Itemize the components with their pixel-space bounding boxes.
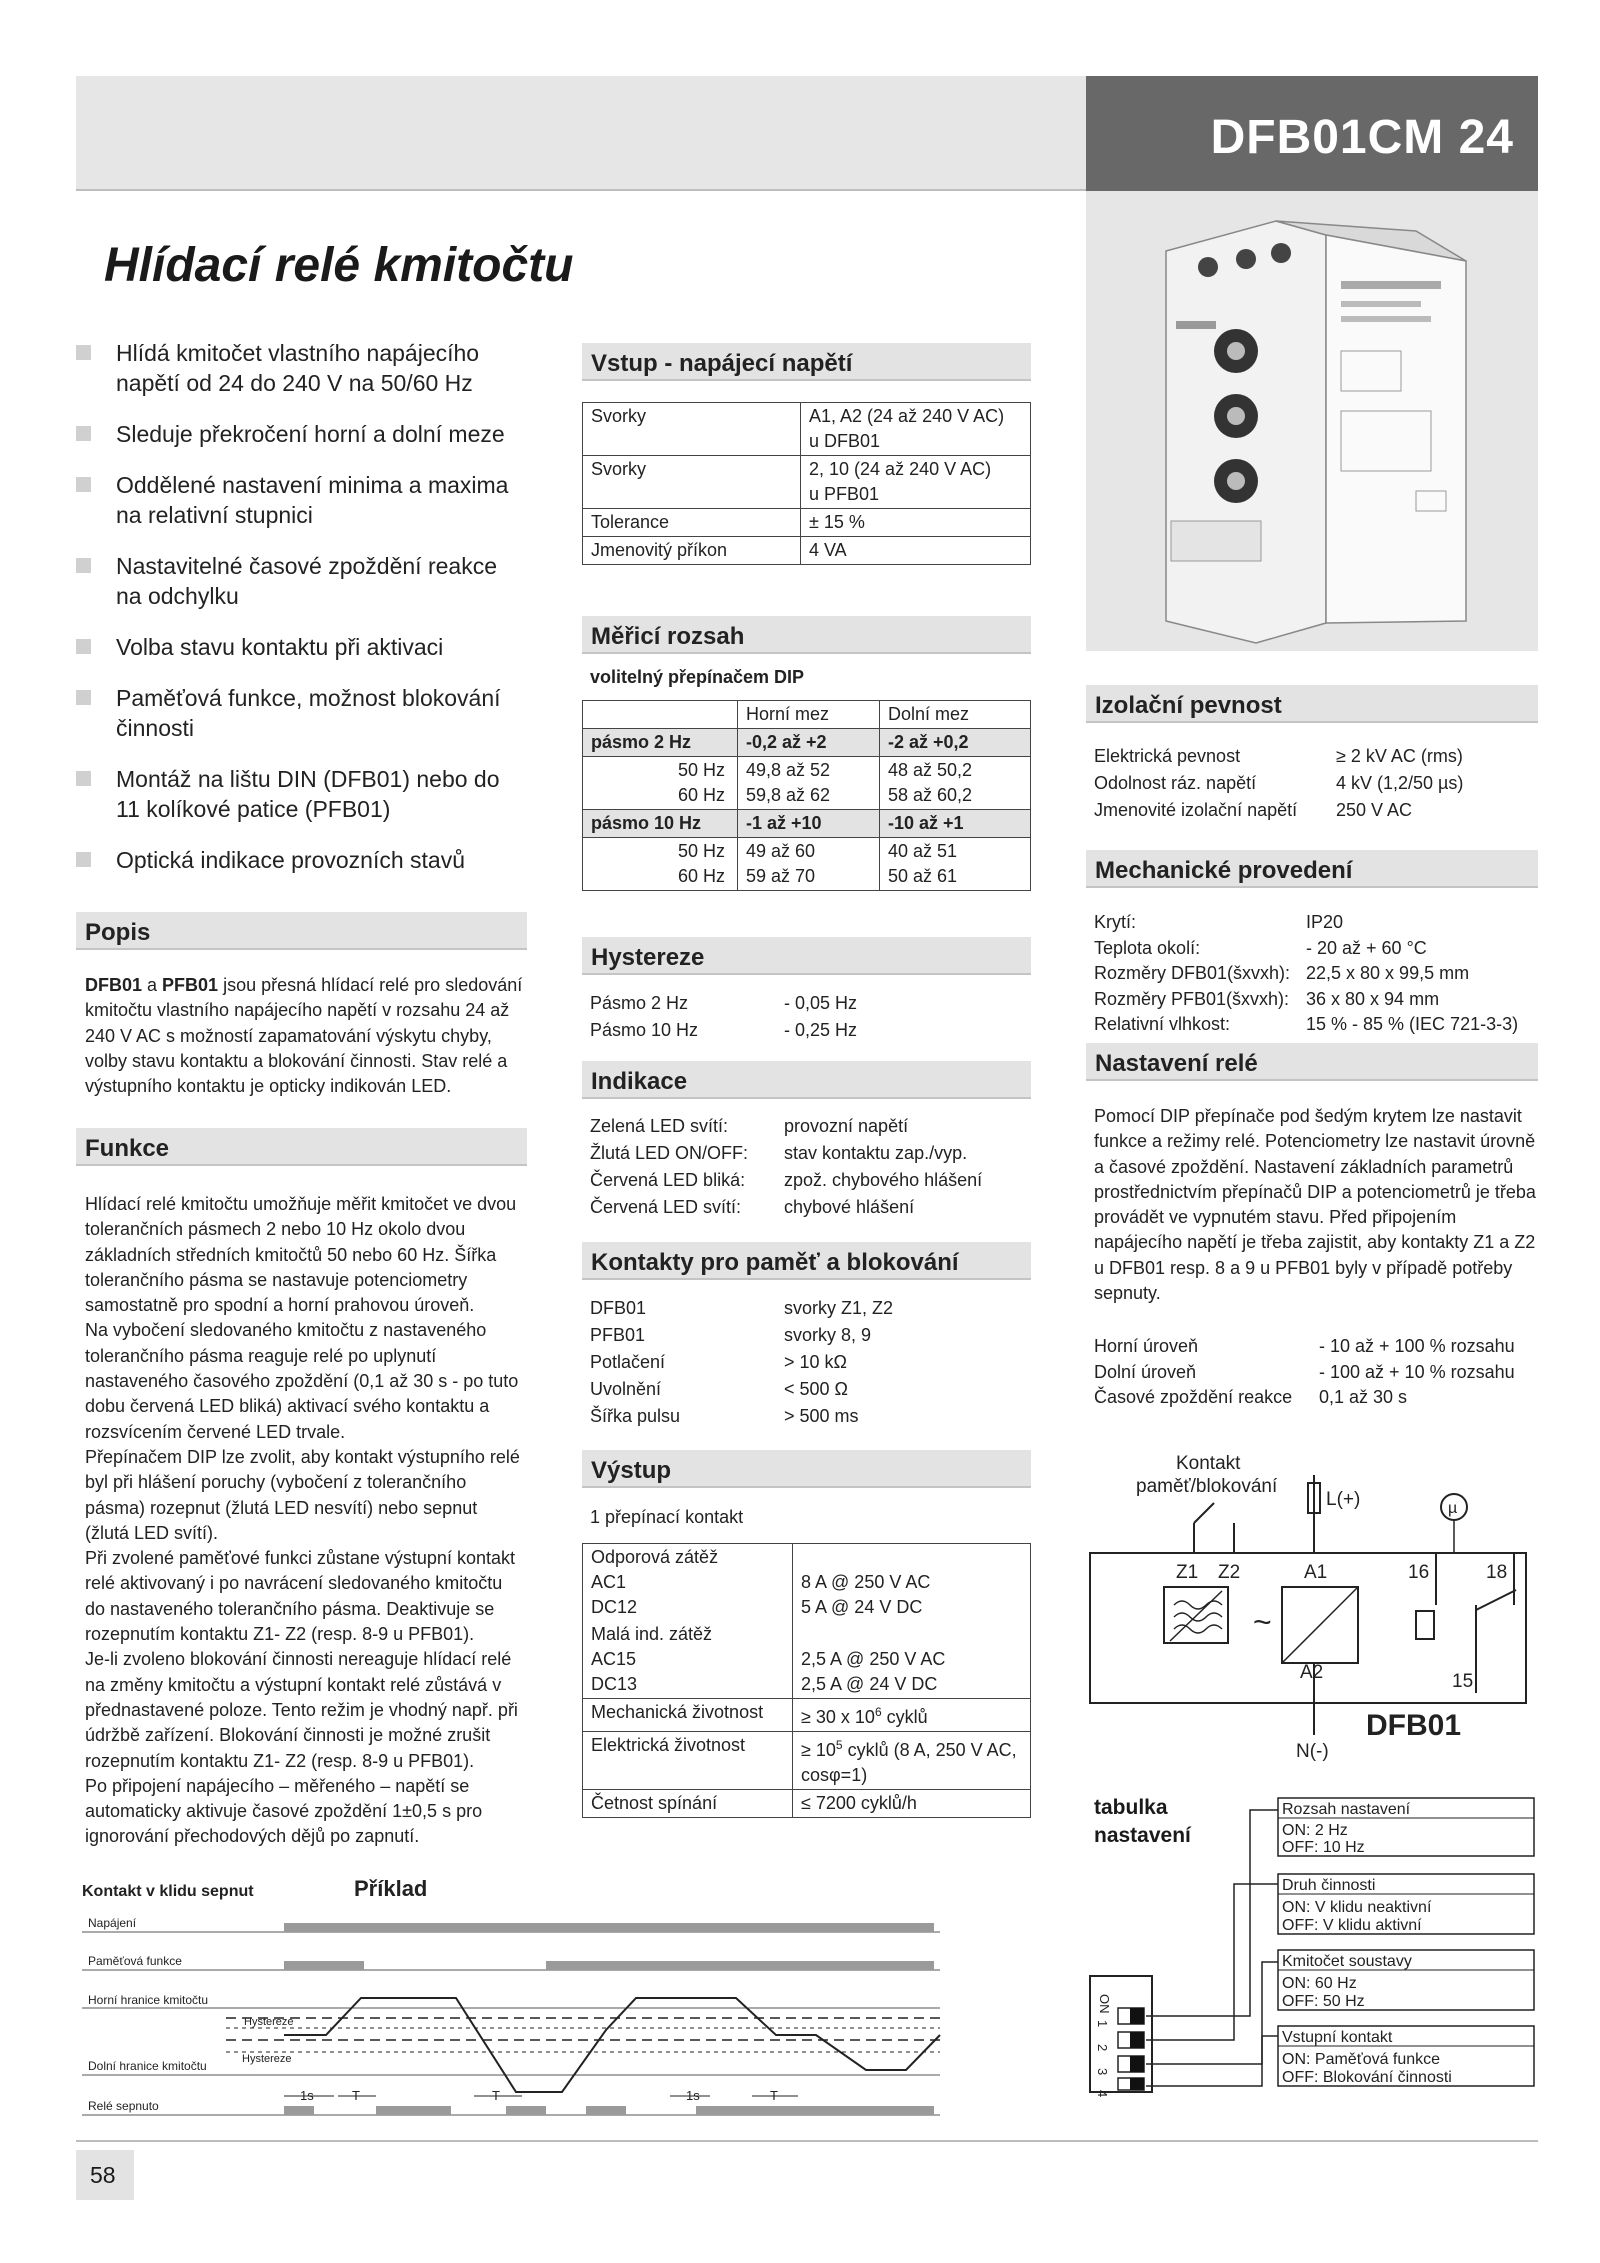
relay-photo-illustration	[1086, 191, 1538, 651]
dip-knob	[1130, 2078, 1144, 2090]
table-row	[583, 810, 1031, 838]
timing-row-label: Napájení	[88, 1916, 137, 1930]
relay-bar	[586, 2106, 626, 2115]
hystereze-list	[590, 993, 1030, 1047]
terminal-a2: A2	[1300, 1662, 1324, 1683]
cell-line	[801, 1622, 1022, 1647]
cell-line: 2, 10 (24 až 240 V AC)	[809, 459, 992, 479]
dip-group-off: OFF: 10 Hz	[1282, 1839, 1365, 1856]
table-cell	[801, 403, 1031, 456]
cell-line: 58 až 60,2	[888, 785, 973, 805]
table-row	[583, 1544, 1031, 1622]
cell-line: u PFB01	[809, 484, 880, 504]
dip-on-label: ON	[1097, 1994, 1112, 2014]
table-cell	[793, 1621, 1031, 1699]
table-cell: ≤ 7200 cyklů/h	[793, 1790, 1031, 1818]
timing-label: Kontakt v klidu sepnut	[82, 1883, 254, 1900]
table-cell: -10 až +1	[880, 810, 1031, 838]
funkce-paragraph: Hlídací relé kmitočtu umožňuje měřit kmitočet ve dvou tolerančních pásmech 2 nebo 10 Hz okolo dvou základních středních kmitočtů 50 nebo 60 Hz. Šířka tolerančního pásma se nastavuje potenciometry samostatně pro spodní a horní prahovou úroveň.	[85, 1194, 517, 1316]
kv-key: Teplota okolí:	[1094, 937, 1201, 958]
table-cell	[583, 838, 738, 891]
cell-line: 48 až 50,2	[888, 760, 973, 780]
table-row	[583, 757, 1031, 810]
popis-text	[85, 973, 525, 1099]
izolacni-list	[1094, 746, 1534, 827]
kontakty-list	[590, 1298, 1030, 1433]
table-cell: pásmo 10 Hz	[583, 810, 738, 838]
timing-row-label: Relé sepnuto	[88, 2099, 159, 2113]
feature-item: Nastavitelné časové zpoždění reakce na odchylku	[76, 551, 526, 611]
supply-bar	[284, 1923, 934, 1932]
cell-line: 2,5 A @ 250 V AC	[801, 1649, 946, 1669]
feature-item: Optická indikace provozních stavů	[76, 845, 546, 875]
table-cell	[801, 456, 1031, 509]
vystup-table	[582, 1543, 1031, 1818]
cell-line: 40 až 51	[888, 841, 958, 861]
section-heading-izolacni: Izolační pevnost	[1086, 685, 1538, 723]
table-cell: -1 až +10	[738, 810, 880, 838]
dip-group-title: Druh činnosti	[1282, 1877, 1376, 1894]
dip-group-on: ON: Paměťová funkce	[1282, 2051, 1441, 2068]
dip-num-4: 4	[1095, 2090, 1110, 2098]
cell-line: 50 až 61	[888, 866, 958, 886]
table-cell	[880, 838, 1031, 891]
switch-line	[1194, 1503, 1214, 1523]
kv-row	[1094, 1014, 1534, 1040]
vystup-note: 1 přepínací kontakt	[590, 1507, 744, 1527]
dip-group-on: ON: 2 Hz	[1282, 1822, 1348, 1839]
table-cell: Svorky	[583, 403, 801, 456]
merici-subheading: volitelný přepínačem DIP	[590, 667, 805, 687]
feature-item: Oddělené nastavení minima a maxima na relativní stupnici	[76, 470, 526, 530]
product-photo	[1086, 191, 1538, 651]
kv-row	[1094, 1336, 1534, 1362]
terminal-z2: Z2	[1218, 1562, 1241, 1583]
table-row	[583, 729, 1031, 757]
table-cell	[583, 1544, 793, 1622]
table-cell: Horní mez	[738, 701, 880, 729]
kv-row	[1094, 800, 1534, 827]
kv-value: svorky 8, 9	[784, 1325, 872, 1345]
table-row	[583, 509, 1031, 537]
model-box	[1086, 76, 1538, 191]
kv-value: IP20	[1306, 912, 1344, 932]
feature-item: Montáž na lištu DIN (DFB01) nebo do 11 kolíkové patice (PFB01)	[76, 764, 506, 824]
kv-value: 0,1 až 30 s	[1319, 1387, 1408, 1407]
page-number: 58	[90, 2162, 116, 2188]
table-cell: Elektrická životnost	[583, 1732, 793, 1790]
kv-value: 4 kV (1,2/50 µs)	[1336, 773, 1464, 793]
kv-key: Jmenovité izolační napětí	[1094, 800, 1298, 820]
table-cell	[738, 757, 880, 810]
table-cell: 4 VA	[801, 537, 1031, 565]
table-cell	[583, 757, 738, 810]
kv-key: DFB01	[590, 1298, 647, 1318]
cell-line: 60 Hz	[677, 866, 725, 886]
relay-switch	[1476, 1590, 1516, 1610]
cell-line: 59,8 až 62	[746, 785, 831, 805]
table-cell: ± 15 %	[801, 509, 1031, 537]
kv-value: 250 V AC	[1336, 800, 1413, 820]
kv-key: Pásmo 2 Hz	[590, 993, 689, 1013]
dip-group-on: ON: V klidu neaktivní	[1282, 1899, 1432, 1916]
kv-row	[1094, 1362, 1534, 1388]
table-row	[583, 1790, 1031, 1818]
mechanicke-list	[1094, 912, 1534, 1040]
funkce-text	[85, 1192, 525, 1850]
hysteresis-label: Hystereze	[244, 2016, 294, 2028]
table-cell: Dolní mez	[880, 701, 1031, 729]
table-cell	[793, 1544, 1031, 1622]
header-bar	[76, 76, 1086, 191]
leader-line	[1146, 2036, 1278, 2086]
cell-line	[801, 1545, 1022, 1570]
funkce-paragraph: Na vybočení sledovaného kmitočtu z nastaveného tolerančního pásma reaguje relé po uplynutí nastaveného časového zpoždění (0,1 až 30 s - po tuto dobu červená LED bliká) aktivací svého kontaktu a rozsvícením červené LED trvale.	[85, 1320, 519, 1442]
page-number-box	[76, 2150, 134, 2200]
dip-knob	[1130, 2056, 1144, 2072]
timing-row-label: Paměťová funkce	[88, 1954, 182, 1968]
nastaveni-text: Pomocí DIP přepínače pod šedým krytem lze nastavit funkce a režimy relé. Potenciometry lze nastavit úrovně a časové zpoždění. Nastavení základních parametrů prostřednictvím přepínačů DIP a potenciometrů je třeba provádět ve vypnutém stavu. Před připojením napájecího napětí je třeba zajistit, aby kontakty Z1 a Z2 u DFB01 resp. 8 a 9 u PFB01 byly v případě potřeby sepnuty.	[1094, 1106, 1536, 1304]
cell-line: AC1	[591, 1572, 627, 1592]
section-heading-popis: Popis	[76, 912, 527, 950]
time-1s-label: 1s	[300, 2088, 314, 2103]
cell-line: 50 Hz	[677, 760, 725, 780]
ac-tilde-icon: ~	[1253, 1604, 1272, 1640]
cell-line: 8 A @ 250 V AC	[801, 1572, 931, 1592]
relay-coil-icon	[1416, 1611, 1434, 1639]
kv-value: chybové hlášení	[784, 1197, 915, 1217]
kv-key: PFB01	[590, 1325, 646, 1345]
cell-line: 2,5 A @ 24 V DC	[801, 1674, 938, 1694]
kv-key: Žlutá LED ON/OFF:	[590, 1143, 749, 1163]
kv-row	[1094, 746, 1534, 773]
table-row	[583, 701, 1031, 729]
feature-item: Volba stavu kontaktu při aktivaci	[76, 632, 546, 662]
kv-key: Rozměry PFB01(šxvxh):	[1094, 988, 1290, 1009]
kv-row	[590, 1406, 1030, 1433]
cell-line: DC12	[591, 1597, 638, 1617]
kv-key: Odolnost ráz. napětí	[1094, 773, 1257, 793]
dip-group-on: ON: 60 Hz	[1282, 1975, 1357, 1992]
table-row	[583, 1732, 1031, 1790]
kv-value: - 0,05 Hz	[784, 993, 858, 1013]
table-cell	[738, 838, 880, 891]
kv-row	[1094, 989, 1534, 1015]
kv-row	[1094, 1387, 1534, 1413]
section-heading-indikace: Indikace	[582, 1061, 1031, 1099]
relay-bar	[506, 2106, 546, 2115]
relay-bar	[376, 2106, 451, 2115]
wiring-label-contact: Kontakt	[1176, 1453, 1241, 1474]
kv-value: svorky Z1, Z2	[784, 1298, 894, 1318]
cell-line	[801, 1733, 1022, 1763]
table-cell: pásmo 2 Hz	[583, 729, 738, 757]
time-t-label: T	[492, 2088, 500, 2103]
popis-and: a	[142, 975, 163, 995]
feature-item: Hlídá kmitočet vlastního napájecího napětí od 24 do 240 V na 50/60 Hz	[76, 338, 546, 398]
kv-key: Horní úroveň	[1094, 1336, 1199, 1356]
timing-diagram	[76, 1870, 946, 2122]
dip-group-off: OFF: V klidu aktivní	[1282, 1917, 1422, 1934]
n-minus-label: N(-)	[1296, 1741, 1329, 1762]
indikace-list	[590, 1116, 1030, 1224]
table-cell	[793, 1699, 1031, 1732]
time-1s-label: 1s	[686, 2088, 700, 2103]
timing-example: Příklad	[354, 1876, 428, 1901]
funkce-paragraph: Po připojení napájecího – měřeného – napětí se automaticky aktivuje časové zpoždění 1±0,5 s pro ignorování přechodových dějů po zapnutí.	[85, 1775, 483, 1847]
kv-key: Potlačení	[590, 1352, 666, 1372]
kv-key: Červená LED svítí:	[590, 1197, 742, 1217]
table-row	[583, 537, 1031, 565]
kv-key: Zelená LED svítí:	[590, 1116, 729, 1136]
relay-bar	[696, 2106, 934, 2115]
cell-line: A1, A2 (24 až 240 V AC)	[809, 406, 1005, 426]
converter-diagonal	[1282, 1587, 1358, 1663]
kv-key: Červená LED bliká:	[590, 1170, 746, 1190]
table-cell	[793, 1732, 1031, 1790]
relay-bar	[284, 2106, 314, 2115]
cell-text: ≥ 30 x 10	[801, 1707, 875, 1727]
table-row	[583, 403, 1031, 456]
mu-label: µ	[1448, 1500, 1458, 1517]
section-heading-vystup: Výstup	[582, 1450, 1031, 1488]
dip-title-line: tabulka	[1094, 1796, 1168, 1819]
funkce-paragraph: Při zvolené paměťové funkci zůstane výstupní kontakt relé aktivovaný i po navrácení sledovaného kmitočtu do nastaveného tolerančního pásma. Deaktivuje se rozepnutím kontaktu Z1- Z2 (resp. 8-9 u PFB01).	[85, 1548, 515, 1645]
kv-key: Uvolnění	[590, 1379, 662, 1399]
cell-line: AC15	[591, 1649, 637, 1669]
l-plus-label: L(+)	[1326, 1489, 1361, 1510]
section-heading-hystereze: Hystereze	[582, 937, 1031, 975]
dip-group-off: OFF: 50 Hz	[1282, 1993, 1365, 2010]
kv-row	[590, 1143, 1030, 1170]
kv-row	[590, 1020, 1030, 1047]
terminal-15: 15	[1452, 1671, 1474, 1692]
kv-row	[590, 993, 1030, 1020]
cell-line: Odporová zátěž	[591, 1547, 719, 1567]
kv-key: Šířka pulsu	[590, 1406, 681, 1426]
dip-group-title: Vstupní kontakt	[1282, 2029, 1393, 2046]
section-heading-kontakty: Kontakty pro paměť a blokování	[582, 1242, 1031, 1280]
kv-row	[590, 1116, 1030, 1143]
popis-body: jsou přesná hlídací relé pro sledování kmitočtu vlastního napájecího napětí v rozsahu 24 až 240 V AC s možností zapamatování výskytu chyby, volby stavu kontaktu a blokování činnosti. Stav relé a výstupního kontaktu je opticky indikován LED.	[85, 975, 523, 1097]
cell-sup: 6	[874, 1705, 882, 1719]
kv-value: - 10 až + 100 % rozsahu	[1319, 1336, 1515, 1356]
section-heading-mechanicke: Mechanické provedení	[1086, 850, 1538, 888]
kv-key: Krytí:	[1094, 912, 1137, 932]
funkce-paragraph: Přepínačem DIP lze zvolit, aby kontakt výstupního relé byl při hlášení poruchy (vybočení z tolerančního pásma) rozepnut (žlutá LED nesvítí) nebo sepnut (žlutá LED svítí).	[85, 1446, 520, 1543]
funkce-paragraph: Je-li zvoleno blokování činnosti nereaguje hlídací relé na změny kmitočtu a výstupní kontakt relé zůstává v přednastavené poloze. Tento režim je vhodný např. při údržbě zařízení. Blokování činnosti je možné zrušit rozepnutím kontaktu Z1- Z2 (resp. 8-9 u PFB01).	[85, 1649, 518, 1771]
frequency-curve	[284, 1998, 940, 2092]
table-cell: Svorky	[583, 456, 801, 509]
kv-row	[590, 1170, 1030, 1197]
table-cell: Četnost spínání	[583, 1790, 793, 1818]
timing-row-label: Horní hranice kmitočtu	[88, 1993, 209, 2007]
time-t-label: T	[352, 2088, 360, 2103]
cell-text: cyklů (8 A, 250 V AC,	[842, 1740, 1017, 1760]
kv-value: > 500 ms	[784, 1406, 859, 1426]
kv-key: Relativní vlhkost:	[1094, 1014, 1231, 1034]
dip-settings-diagram	[1086, 1792, 1540, 2132]
table-cell: Mechanická životnost	[583, 1699, 793, 1732]
dip-num-3: 3	[1095, 2068, 1110, 2076]
terminal-18: 18	[1486, 1562, 1508, 1583]
cell-line: cosφ=1)	[801, 1765, 868, 1785]
terminal-a1: A1	[1304, 1562, 1328, 1583]
footer-divider	[76, 2140, 1538, 2142]
kv-row	[590, 1298, 1030, 1325]
kv-value: provozní napětí	[784, 1116, 909, 1136]
dip-num-1: 1	[1095, 2020, 1110, 2028]
table-cell: -2 až +0,2	[880, 729, 1031, 757]
popis-model-dfb: DFB01	[85, 975, 143, 995]
kv-key: Rozměry DFB01(šxvxh):	[1094, 963, 1291, 983]
cell-line: 60 Hz	[677, 785, 725, 805]
dip-group-title: Rozsah nastavení	[1282, 1801, 1411, 1818]
kv-row	[590, 1379, 1030, 1406]
kv-value: > 10 kΩ	[784, 1352, 847, 1372]
wiring-diagram	[1076, 1445, 1540, 1765]
kv-row	[590, 1352, 1030, 1379]
model-title: DFB01CM 24	[1210, 111, 1514, 164]
cell-line: 50 Hz	[677, 841, 725, 861]
cell-sup: 5	[835, 1738, 843, 1752]
section-heading-funkce: Funkce	[76, 1128, 527, 1166]
kv-value: 36 x 80 x 94 mm	[1306, 988, 1440, 1009]
terminal-16: 16	[1408, 1562, 1430, 1583]
table-cell: Tolerance	[583, 509, 801, 537]
kv-value: - 20 až + 60 °C	[1306, 937, 1427, 958]
cell-text: ≥ 10	[801, 1740, 836, 1760]
table-cell: Jmenovitý příkon	[583, 537, 801, 565]
dip-num-2: 2	[1095, 2044, 1110, 2052]
feature-list	[76, 338, 546, 896]
popis-model-pfb: PFB01	[162, 975, 219, 995]
kv-value: stav kontaktu zap./vyp.	[784, 1143, 968, 1163]
table-row	[583, 838, 1031, 891]
table-row	[583, 1699, 1031, 1732]
wiring-model-label: DFB01	[1366, 1709, 1462, 1742]
kv-value: < 500 Ω	[784, 1379, 849, 1399]
kv-row	[1094, 773, 1534, 800]
merici-table	[582, 700, 1031, 891]
timing-row-label: Dolní hranice kmitočtu	[88, 2059, 207, 2073]
memory-bar	[546, 1961, 934, 1970]
kv-value: - 0,25 Hz	[784, 1020, 858, 1040]
kv-value: - 100 až + 10 % rozsahu	[1319, 1361, 1515, 1382]
kv-key: Pásmo 10 Hz	[590, 1020, 699, 1040]
cell-line: DC13	[591, 1674, 638, 1694]
memory-bar	[284, 1961, 364, 1970]
kv-row	[590, 1325, 1030, 1352]
cell-line: 49 až 60	[746, 841, 816, 861]
feature-item: Sleduje překročení horní a dolní meze	[76, 419, 546, 449]
dip-group-title: Kmitočet soustavy	[1282, 1953, 1412, 1970]
section-heading-merici: Měřicí rozsah	[582, 616, 1031, 654]
leader-line	[1146, 1810, 1278, 2016]
cell-line: 59 až 70	[746, 866, 816, 886]
kv-value: ≥ 2 kV AC (rms)	[1336, 746, 1463, 766]
kv-value: 22,5 x 80 x 99,5 mm	[1306, 963, 1470, 983]
table-cell: -0,2 až +2	[738, 729, 880, 757]
section-heading-nastaveni: Nastavení relé	[1086, 1043, 1538, 1081]
table-cell	[583, 701, 738, 729]
filter-wave-icon	[1174, 1601, 1222, 1633]
time-t-label: T	[770, 2088, 778, 2103]
kv-key: Dolní úroveň	[1094, 1361, 1197, 1382]
wiring-label-memory: paměť/blokování	[1136, 1476, 1278, 1497]
kv-key: Časové zpoždění reakce	[1094, 1387, 1293, 1407]
leader-line	[1146, 1962, 1278, 2064]
dip-title-line: nastavení	[1094, 1824, 1191, 1847]
cell-text: cyklů	[881, 1707, 928, 1727]
nastaveni-list	[1094, 1336, 1534, 1413]
table-cell	[583, 1621, 793, 1699]
hysteresis-label: Hystereze	[242, 2053, 292, 2065]
feature-item: Paměťová funkce, možnost blokování činnosti	[76, 683, 546, 743]
kv-value: zpož. chybového hlášení	[784, 1170, 983, 1190]
kv-row	[1094, 963, 1534, 989]
cell-line: u DFB01	[809, 431, 881, 451]
dip-knob	[1130, 2008, 1144, 2024]
kv-key: Elektrická pevnost	[1094, 746, 1241, 766]
kv-value: 15 % - 85 % (IEC 721-3-3)	[1306, 1014, 1519, 1034]
table-row	[583, 456, 1031, 509]
kv-row	[1094, 938, 1534, 964]
vstup-table	[582, 402, 1031, 565]
kv-row	[590, 1197, 1030, 1224]
section-heading-vstup: Vstup - napájecí napětí	[582, 343, 1031, 381]
cell-line: 5 A @ 24 V DC	[801, 1597, 923, 1617]
page-title: Hlídací relé kmitočtu	[104, 239, 574, 292]
cell-line: Malá ind. zátěž	[591, 1624, 713, 1644]
terminal-z1: Z1	[1176, 1562, 1199, 1583]
dip-knob	[1130, 2032, 1144, 2048]
kv-row	[1094, 912, 1534, 938]
dip-group-off: OFF: Blokování činnosti	[1282, 2069, 1452, 2086]
table-cell	[880, 757, 1031, 810]
table-row	[583, 1621, 1031, 1699]
cell-line: 49,8 až 52	[746, 760, 831, 780]
